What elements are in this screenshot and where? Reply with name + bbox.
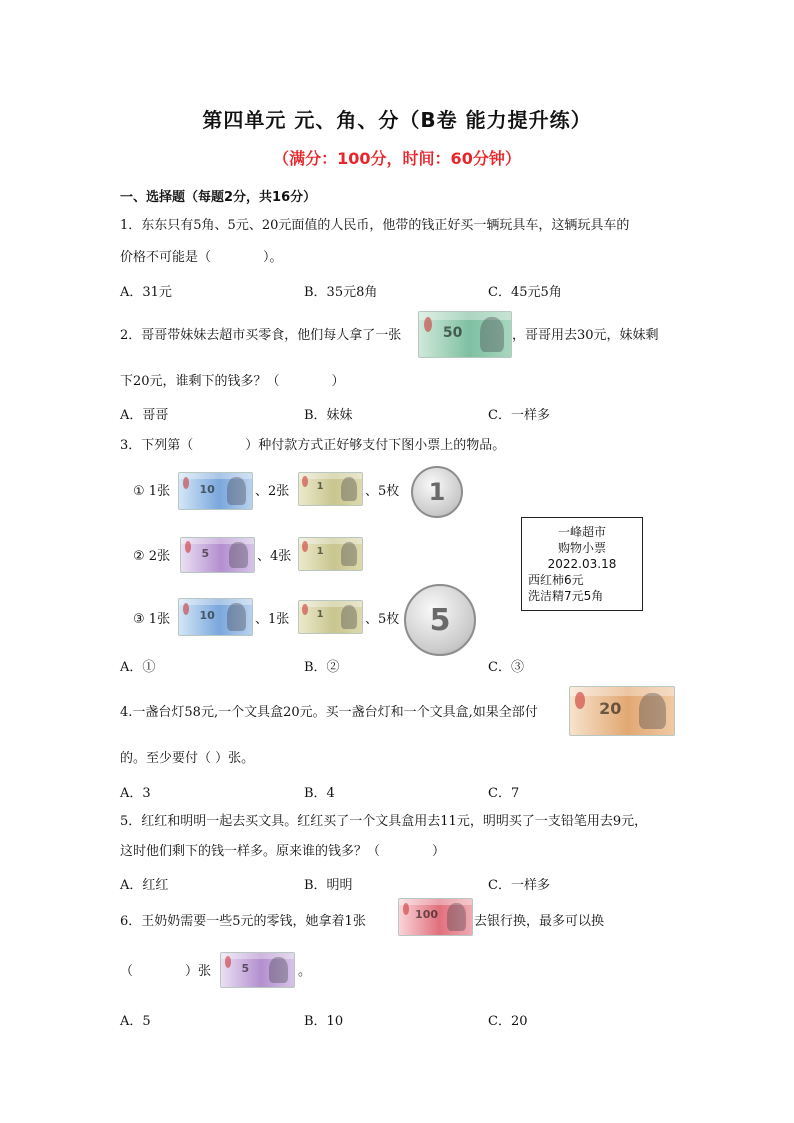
question-4-line-2: 的。至少要付（ ）张。	[120, 751, 255, 766]
banknote-1-image: 1	[298, 600, 363, 634]
q5-option-a[interactable]: A．红红	[120, 878, 169, 893]
q3-choice-1-part-3: 、5枚	[365, 484, 400, 499]
question-4-line-1: 4.一盏台灯58元,一个文具盒20元。买一盏台灯和一个文具盒,如果全部付	[120, 705, 538, 720]
receipt-kind: 购物小票	[557, 541, 606, 555]
question-6-line-1b: 去银行换，最多可以换	[474, 914, 605, 929]
q5-option-b[interactable]: B．明明	[304, 878, 353, 893]
question-1-line-2: 价格不可能是（ ）。	[120, 250, 283, 265]
question-2-line-1a: 2．哥哥带妹妹去超市买零食，他们每人拿了一张	[120, 328, 402, 343]
coin-5-jiao-image: 5	[404, 584, 476, 656]
question-5-line-1: 5．红红和明明一起去买文具。红红买了一个文具盒用去11元，明明买了一支铅笔用去9元，	[120, 814, 648, 829]
banknote-10-image: 10	[178, 472, 253, 510]
q2-option-c[interactable]: C．一样多	[488, 408, 550, 423]
q3-option-c[interactable]: C．③	[488, 660, 524, 675]
page-title: 第四单元 元、角、分（B卷 能力提升练）	[202, 108, 592, 132]
q3-choice-3-part-2: 、1张	[255, 612, 290, 627]
q3-choice-3-part-3: 、5枚	[365, 612, 400, 627]
q4-option-b[interactable]: B．4	[304, 786, 335, 801]
page-subtitle: （满分：100分，时间：60分钟）	[273, 149, 521, 168]
q4-option-c[interactable]: C．7	[488, 786, 520, 801]
q5-option-c[interactable]: C．一样多	[488, 878, 550, 893]
receipt-item: 西红柿6元	[528, 573, 584, 587]
q1-option-a[interactable]: A．31元	[120, 285, 172, 300]
question-6-line-1a: 6．王奶奶需要一些5元的零钱，她拿着1张	[120, 914, 366, 929]
q4-option-a[interactable]: A．3	[120, 786, 151, 801]
q6-option-c[interactable]: C．20	[488, 1014, 528, 1029]
q3-choice-2-part-2: 、4张	[257, 549, 292, 564]
q1-option-c[interactable]: C．45元5角	[488, 285, 562, 300]
q3-choice-3: ③ 1张	[133, 612, 171, 627]
banknote-1-image: 1	[298, 472, 363, 506]
q3-choice-1-part-2: 、2张	[255, 484, 290, 499]
question-3-line-1: 3．下列第（ ）种付款方式正好够支付下图小票上的物品。	[120, 438, 506, 453]
q3-choice-2: ② 2张	[133, 549, 171, 564]
question-6-line-2a: （ ）张	[120, 964, 212, 979]
banknote-20-image: 20	[569, 686, 675, 736]
section-heading: 一、选择题（每题2分，共16分）	[120, 190, 317, 205]
receipt-item: 洗洁精7元5角	[528, 589, 604, 603]
q2-option-a[interactable]: A．哥哥	[120, 408, 169, 423]
banknote-10-image: 10	[178, 598, 253, 636]
shopping-receipt	[521, 517, 643, 611]
q6-option-a[interactable]: A．5	[120, 1014, 151, 1029]
question-5-line-2: 这时他们剩下的钱一样多。原来谁的钱多？（ ）	[120, 844, 446, 859]
question-2-line-1b: ，哥哥用去30元，妹妹剩	[512, 328, 659, 343]
banknote-50-image: 50	[418, 311, 512, 358]
q1-option-b[interactable]: B．35元8角	[304, 285, 378, 300]
banknote-5-image: 5	[220, 952, 295, 988]
q2-option-b[interactable]: B．妹妹	[304, 408, 353, 423]
q3-option-b[interactable]: B．②	[304, 660, 340, 675]
question-2-line-2: 下20元，谁剩下的钱多？（ ）	[120, 374, 345, 389]
receipt-store: 一峰超市	[557, 525, 606, 539]
question-6-line-2b: 。	[298, 964, 312, 979]
q3-choice-1: ① 1张	[133, 484, 171, 499]
q3-option-a[interactable]: A．①	[120, 660, 156, 675]
q6-option-b[interactable]: B．10	[304, 1014, 344, 1029]
receipt-date: 2022.03.18	[547, 557, 617, 571]
banknote-5-image: 5	[180, 537, 255, 573]
question-1-line-1: 1．东东只有5角、5元、20元面值的人民币，他带的钱正好买一辆玩具车，这辆玩具车的	[120, 218, 630, 233]
banknote-1-image: 1	[298, 537, 363, 571]
banknote-100-image: 100	[398, 898, 473, 936]
coin-1-yuan-image: 1	[411, 466, 463, 518]
